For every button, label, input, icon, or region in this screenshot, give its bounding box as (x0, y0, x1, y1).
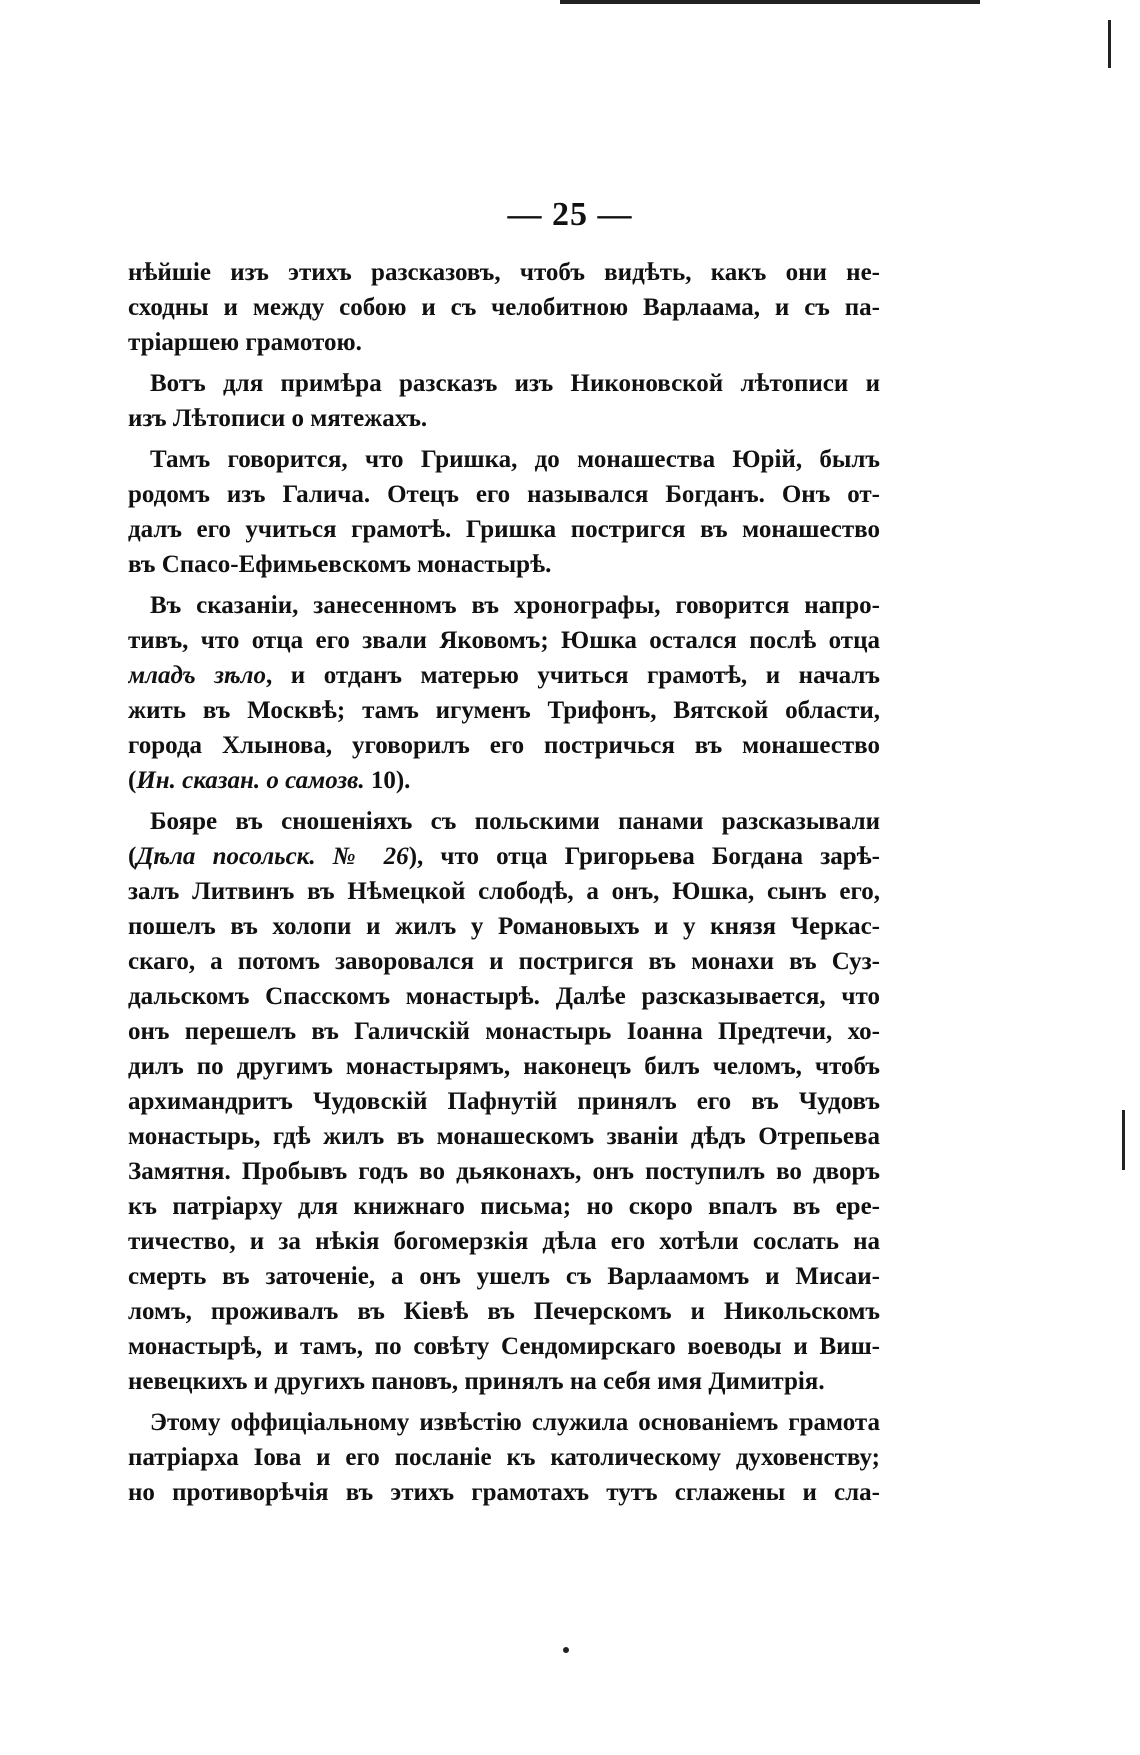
scan-edge-line (560, 0, 980, 4)
text-line: архимандритъ Чудовскій Пафнутій принялъ его въ Чудовъ (128, 1088, 880, 1115)
text-line: Замятня. Пробывъ годъ во дьяконахъ, онъ поступилъ во дворъ (128, 1158, 880, 1185)
body-text (128, 255, 880, 1510)
text-line: изъ Лѣтописи о мятежахъ. (128, 405, 428, 432)
text-line: (Ин. сказан. о самозв. 10). (128, 767, 411, 794)
text-line: въ Спасо-Ефимьевскомъ монастырѣ. (128, 551, 552, 578)
text-line: но противорѣчія въ этихъ грамотахъ тутъ сглажены и сла- (128, 1479, 880, 1506)
text-line: сходны и между собою и съ челобитною Варлаама, и съ па- (128, 294, 880, 321)
text-line: дилъ по другимъ монастырямъ, наконецъ билъ челомъ, чтобъ (128, 1053, 880, 1080)
page-number: — 25 — (507, 196, 633, 233)
text-line: (Дѣла посольск. № 26), что отца Григорьева Богдана зарѣ- (128, 843, 880, 870)
text-line: тичество, и за нѣкія богомерзкія дѣла его хотѣли сослать на (128, 1228, 880, 1255)
text-line: Бояре въ сношеніяхъ съ польскими панами разсказывали (150, 808, 880, 835)
text-line: пошелъ въ холопи и жилъ у Романовыхъ и у князя Черкас- (128, 913, 880, 940)
text-line: Тамъ говорится, что Гришка, до монашества Юрій, былъ (150, 446, 880, 473)
text-line: Въ сказаніи, занесенномъ въ хронографы, говорится напро- (150, 592, 880, 619)
text-line: смерть въ заточеніе, а онъ ушелъ съ Варлаамомъ и Мисаи- (128, 1263, 880, 1290)
text-line: патріарха Іова и его посланіе къ католическому духовенству; (128, 1444, 880, 1471)
text-line: жить въ Москвѣ; тамъ игуменъ Трифонъ, Вятской области, (128, 697, 880, 724)
text-line: дальскомъ Спасскомъ монастырѣ. Далѣе разсказывается, что (128, 983, 880, 1010)
text-line: тивъ, что отца его звали Яковомъ; Юшка остался послѣ отца (128, 627, 880, 654)
scan-edge-bracket (1108, 20, 1111, 68)
text-line: нѣйшіе изъ этихъ разсказовъ, чтобъ видѣть, какъ они не- (128, 259, 880, 286)
text-line: монастырь, гдѣ жилъ въ монашескомъ званіи дѣдъ Отрепьева (128, 1123, 880, 1150)
text-line: Вотъ для примѣра разсказъ изъ Никоновской лѣтописи и (150, 370, 880, 397)
text-line: онъ перешелъ въ Галичскій монастырь Іоанна Предтечи, хо- (128, 1018, 880, 1045)
text-line: Этому оффиціальному извѣстію служила основаніемъ грамота (150, 1409, 880, 1436)
text-line: младъ зѣло, и отданъ матерью учиться грамотѣ, и началъ (128, 662, 880, 689)
text-line: монастырѣ, и тамъ, по совѣту Сендомирскаго воеводы и Виш- (128, 1333, 880, 1360)
text-line: города Хлынова, уговорилъ его постричься въ монашество (128, 732, 880, 759)
text-line: родомъ изъ Галича. Отецъ его назывался Богданъ. Онъ от- (128, 481, 880, 508)
text-line: къ патріарху для книжнаго письма; но скоро впалъ въ ере- (128, 1193, 880, 1220)
text-line: скаго, а потомъ заворовался и постригся въ монахи въ Суз- (128, 948, 880, 975)
text-line: невецкихъ и другихъ пановъ, принялъ на себя имя Димитрія. (128, 1368, 825, 1395)
ink-dot (563, 1647, 569, 1653)
text-line: ломъ, проживалъ въ Кіевѣ въ Печерскомъ и Никольскомъ (128, 1298, 880, 1325)
text-line: далъ его учиться грамотѣ. Гришка постригся въ монашество (128, 516, 880, 543)
text-line: тріаршею грамотою. (128, 329, 362, 356)
scan-edge-bracket (1122, 1110, 1125, 1170)
text-line: залъ Литвинъ въ Нѣмецкой слободѣ, а онъ, Юшка, сынъ его, (128, 878, 880, 905)
